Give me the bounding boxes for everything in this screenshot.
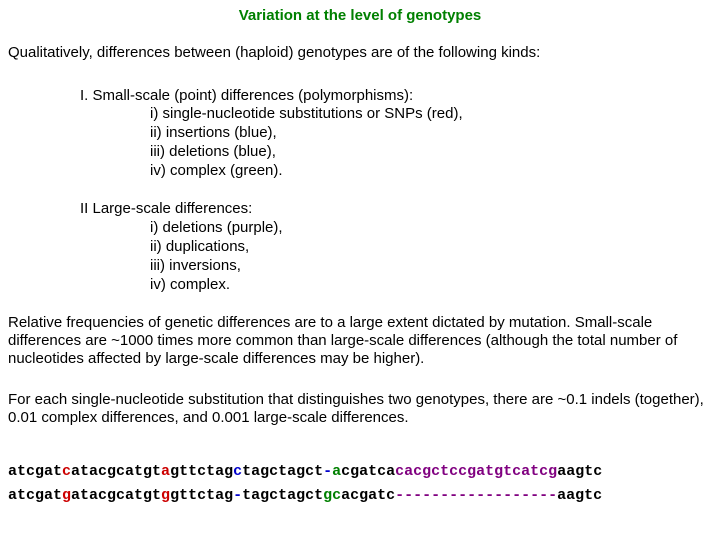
sequence-segment-indel: - — [233, 487, 243, 504]
sequence-segment-snp: g — [62, 487, 72, 504]
sequence-segment-large-deletion: ------------------ — [395, 487, 558, 504]
small-scale-item-deletions: iii) deletions (blue), — [150, 143, 276, 160]
sequence-segment-snp: c — [62, 463, 72, 480]
page-title: Variation at the level of genotypes — [238, 7, 482, 24]
small-scale-heading: I. Small-scale (point) differences (polymorphisms): — [80, 87, 414, 104]
sequence-segment-plain: aagtc — [557, 487, 603, 504]
sequence-segment-snp: a — [161, 463, 171, 480]
paragraph-snp: For each single-nucleotide substitution that distinguishes two genotypes, there are ~0.1 indels (together), 0.01 complex differences, and 0.001 large-scale differences. — [8, 391, 704, 426]
sequence-segment-plain: acgatc — [341, 487, 396, 504]
sequence-segment-plain: atacgcatgt — [71, 487, 162, 504]
sequence-segment-plain: atacgcatgt — [71, 463, 162, 480]
small-scale-item-complex: iv) complex (green). — [150, 162, 283, 179]
sequence-segment-plain: cgatca — [341, 463, 396, 480]
large-scale-item-inversions: iii) inversions, — [150, 257, 241, 274]
paragraph-frequencies: Relative frequencies of genetic differences are to a large extent dictated by mutation. Small-scale differences are ~1000 times more common than large-scale differences (although the total number of nucleotides affected by large-scale differences may be higher). — [8, 314, 678, 367]
sequence-segment-complex: gc — [323, 487, 342, 504]
small-scale-item-insertions: ii) insertions (blue), — [150, 124, 277, 141]
sequence-segment-plain: gttctag — [170, 463, 234, 480]
sequence-segment-plain: aagtc — [557, 463, 603, 480]
sequence-segment-snp: g — [161, 487, 171, 504]
large-scale-item-duplications: ii) duplications, — [150, 238, 250, 255]
large-scale-heading: II Large-scale differences: — [80, 200, 253, 217]
small-scale-item-snp: i) single-nucleotide substitutions or SNPs (red), — [150, 105, 463, 122]
sequence-segment-plain: tagctagct — [242, 487, 324, 504]
sequence-segment-indel: c — [233, 463, 243, 480]
sequence-segment-plain: atcgat — [8, 463, 63, 480]
sequence-1 — [8, 462, 602, 482]
sequence-segment-plain: atcgat — [8, 487, 63, 504]
intro-text: Qualitatively, differences between (haploid) genotypes are of the following kinds: — [8, 44, 541, 61]
sequence-segment-large-deletion: cacgctccgatgtcatcg — [395, 463, 558, 480]
large-scale-item-complex: iv) complex. — [150, 276, 231, 293]
sequence-segment-indel: - — [323, 463, 333, 480]
sequence-segment-plain: tagctagct — [242, 463, 324, 480]
sequence-2 — [8, 486, 602, 506]
large-scale-item-deletions: i) deletions (purple), — [150, 219, 283, 236]
sequence-segment-plain: gttctag — [170, 487, 234, 504]
sequence-segment-complex: a — [332, 463, 342, 480]
